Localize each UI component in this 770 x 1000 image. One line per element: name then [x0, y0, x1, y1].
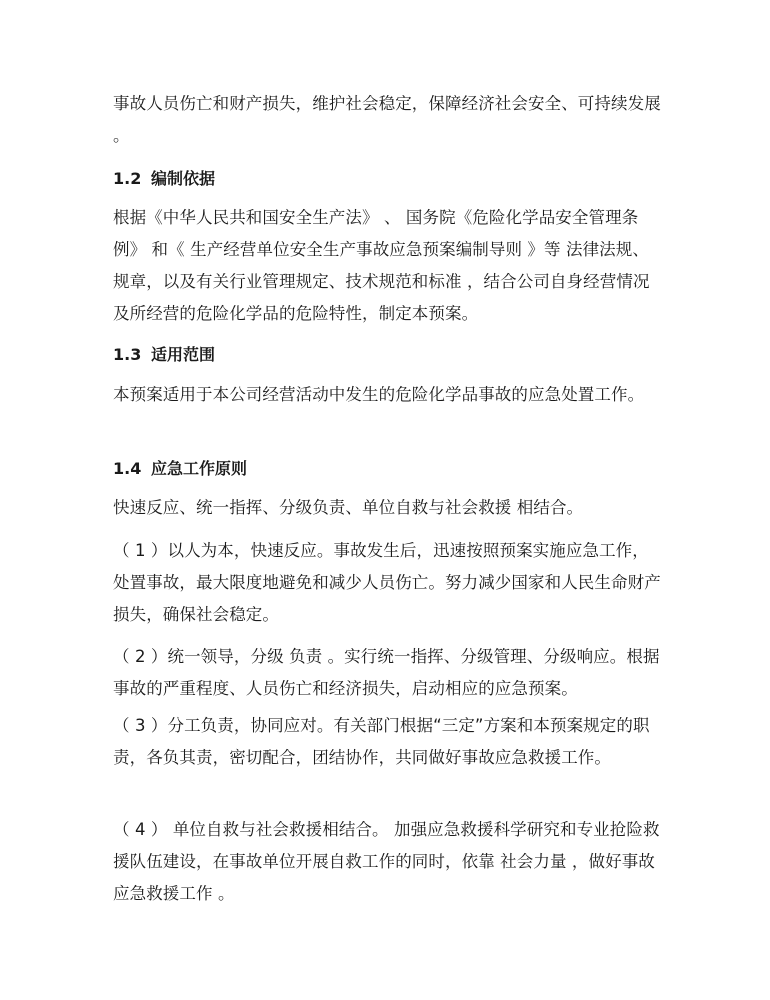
- section-number: 1.2: [113, 169, 142, 188]
- principle-paragraph: 快速反应、统一指挥、分级负责、单位自救与社会救援 相结合。: [113, 498, 584, 517]
- principle-item-3: （ 3 ）分工负责，协同应对。有关部门根据“三定”方案和本预案规定的职责，各负其责，密切配合，团结协作，共同做好事故应急救援工作。: [113, 716, 650, 767]
- section-number: 1.3: [113, 345, 142, 364]
- section-heading-1-3: [113, 343, 215, 367]
- basis-paragraph: 根据《中华人民共和国安全生产法》 、 国务院《危险化学品安全管理条例》 和《 生产经营单位安全生产事故应急预案编制导则 》等 法律法规、规章，以及有关行业管理规定、技术规范和标准 ，结合公司自身经营情况及所经营的危险化学品的危险特性，制定本预案。: [113, 208, 650, 323]
- section-number: 1.4: [113, 459, 142, 478]
- section-title: 应急工作原则: [151, 459, 248, 478]
- section-heading-1-2: [113, 167, 215, 191]
- section-heading-1-4: [113, 457, 247, 481]
- principle-item-1: （ 1 ）以人为本，快速反应。事故发生后，迅速按照预案实施应急工作，处置事故，最大限度地避免和减少人员伤亡。努力减少国家和人民生命财产损失，确保社会稳定。: [113, 541, 661, 624]
- scope-paragraph: 本预案适用于本公司经营活动中发生的危险化学品事故的应急处置工作。: [113, 385, 645, 404]
- intro-paragraph: 事故人员伤亡和财产损失，维护社会稳定，保障经济社会安全、可持续发展 。: [113, 94, 661, 145]
- section-title: 编制依据: [151, 169, 216, 188]
- principle-item-4: （ 4 ） 单位自救与社会救援相结合。 加强应急救援科学研究和专业抢险救援队伍建设，在事故单位开展自救工作的同时，依靠 社会力量 ，做好事故应急救援工作 。: [113, 820, 660, 903]
- principle-item-2: （ 2 ）统一领导，分级 负责 。实行统一指挥、分级管理、分级响应。根据事故的严重程度、人员伤亡和经济损失，启动相应的应急预案。: [113, 647, 660, 698]
- section-title: 适用范围: [151, 345, 216, 364]
